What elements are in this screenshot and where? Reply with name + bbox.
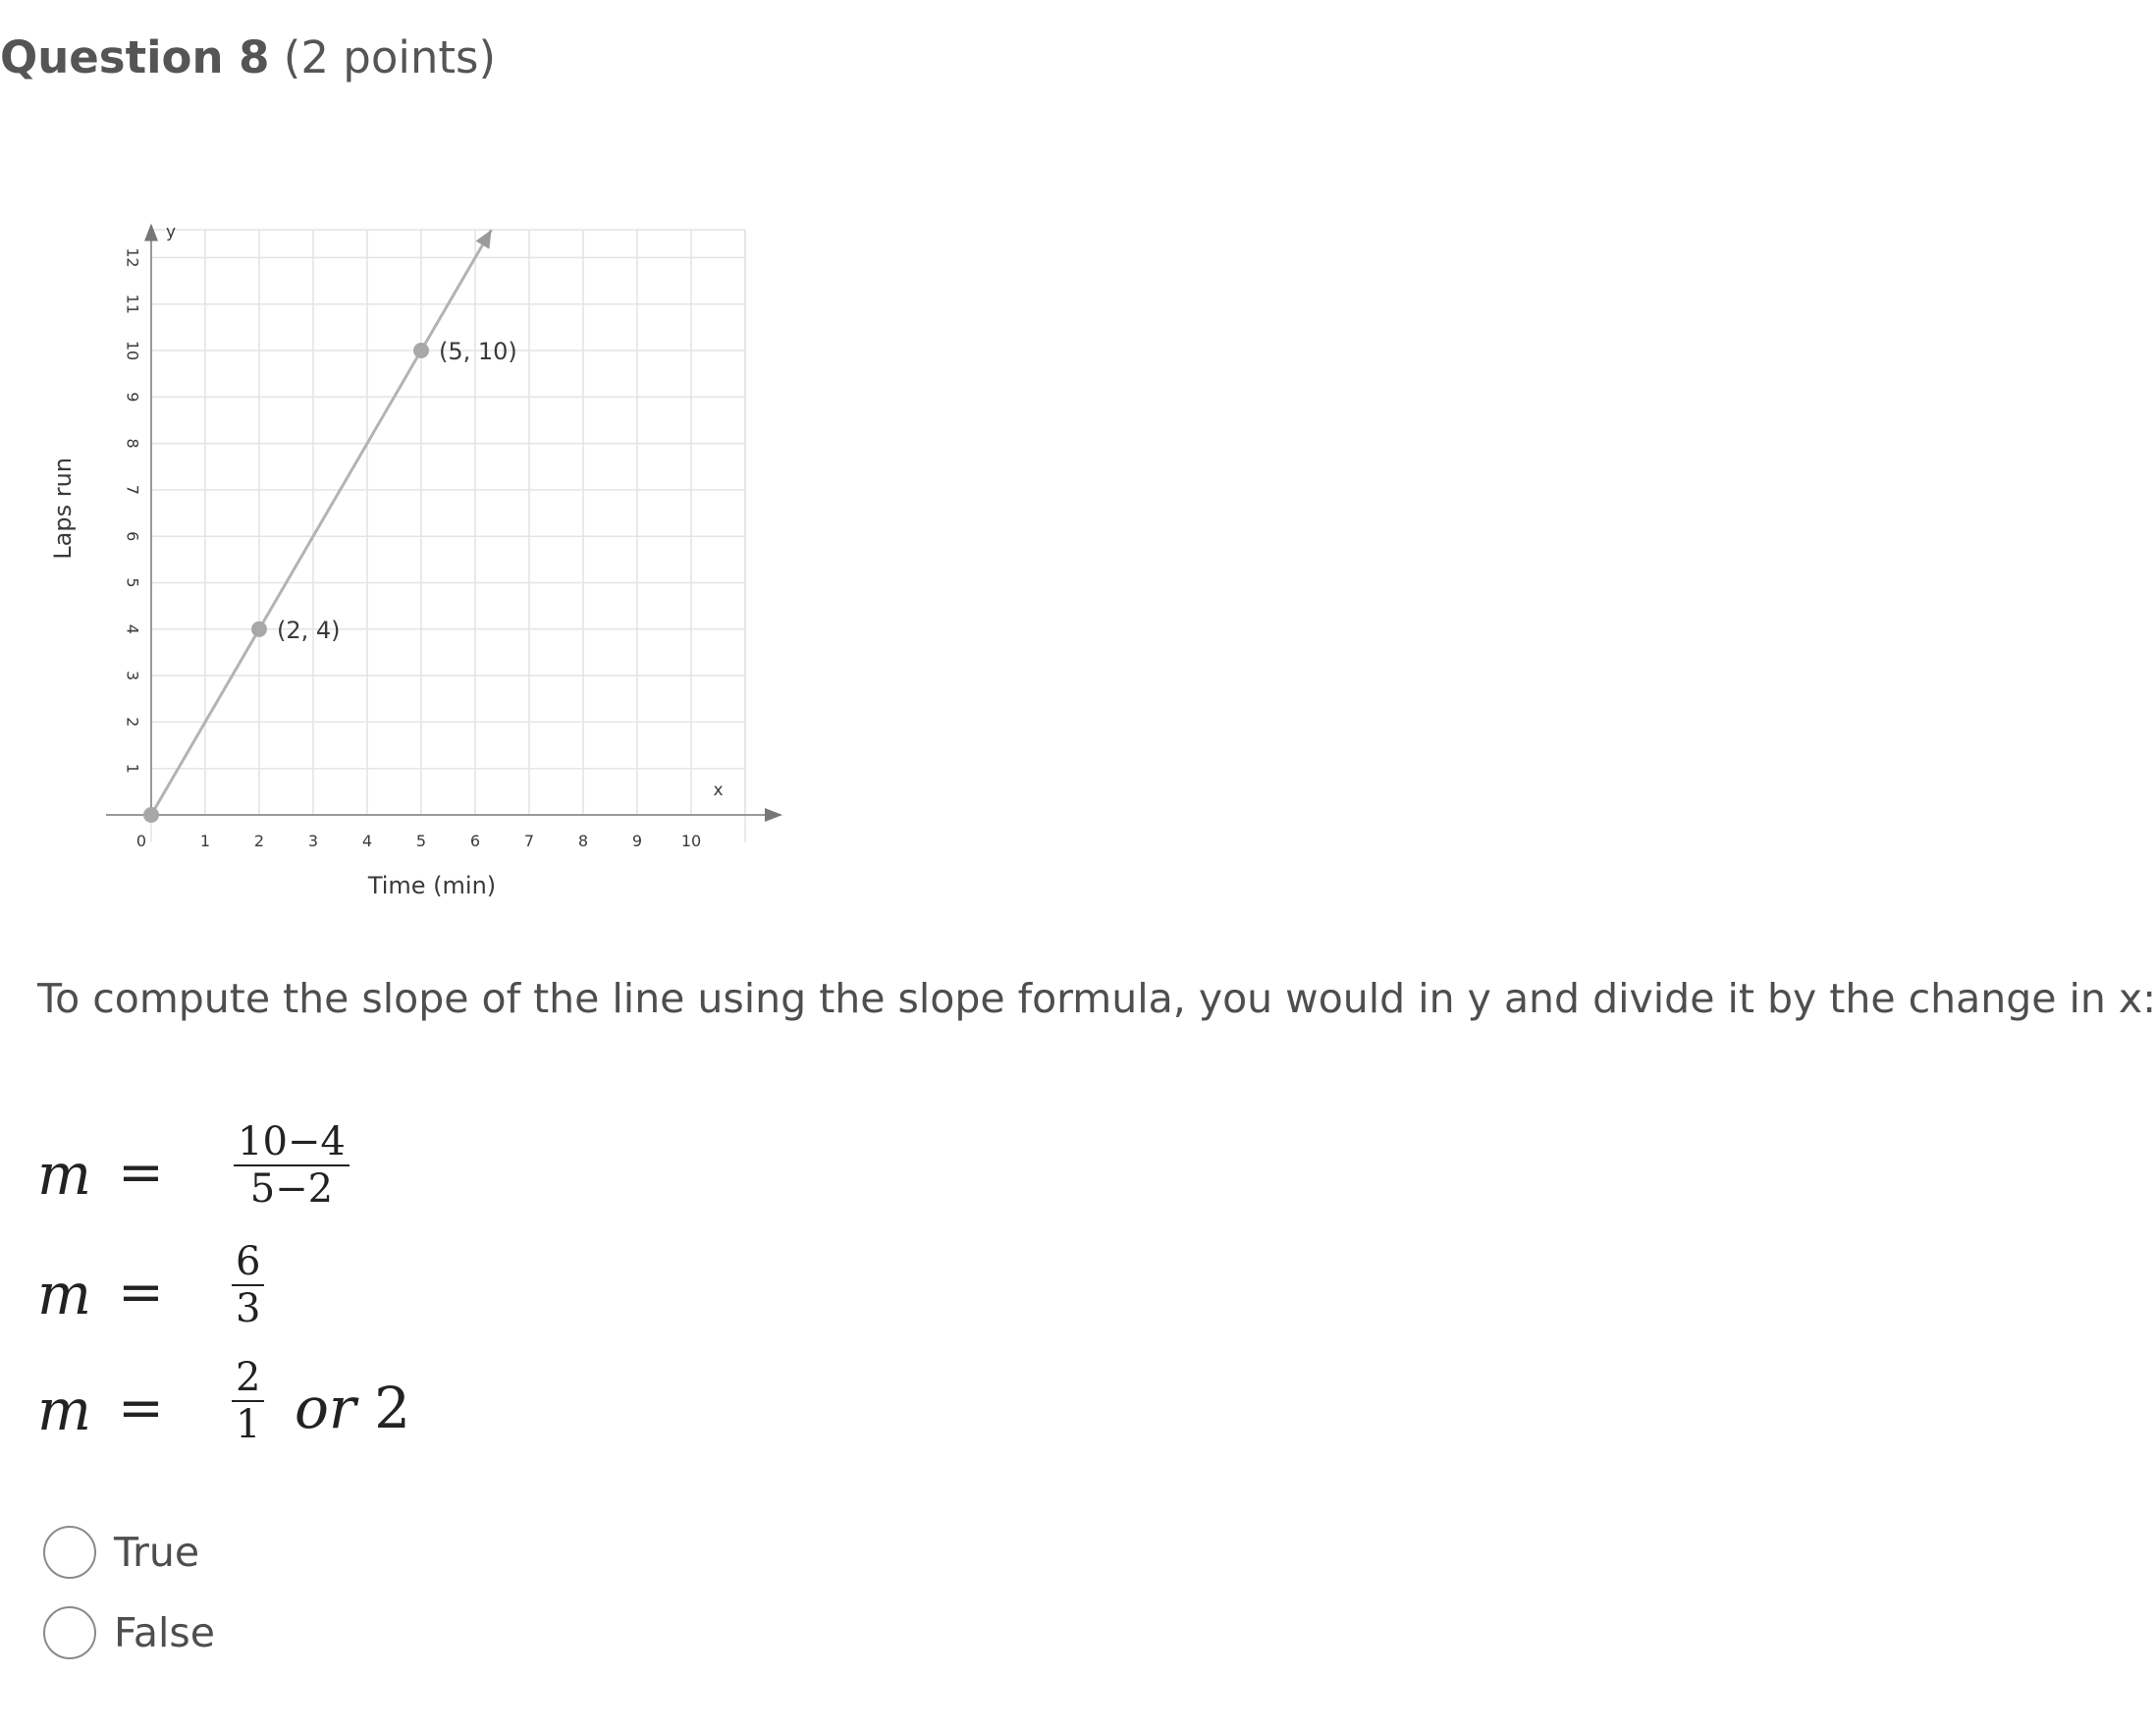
fraction-2 xyxy=(232,1239,264,1331)
y-tick-label-10: 10 xyxy=(123,340,142,361)
x-tick-label-4: 4 xyxy=(361,832,373,850)
y-axis-name: y xyxy=(165,222,177,243)
y-tick-label-7: 7 xyxy=(123,484,142,495)
x-tick-label-3: 3 xyxy=(307,832,319,850)
question-prompt: To compute the slope of the line using the slope formula, you would in y and divide it by the change in x: xyxy=(37,975,2156,1022)
x-tick-label-8: 8 xyxy=(577,832,589,850)
y-tick-label-11: 11 xyxy=(123,294,142,314)
equals-sign: = xyxy=(118,1377,164,1440)
slope-value: 2 xyxy=(374,1375,410,1441)
slope-variable: m xyxy=(37,1377,91,1443)
fraction-1 xyxy=(234,1119,350,1212)
series-line-0 xyxy=(151,230,492,815)
x-axis-arrow-icon xyxy=(765,808,782,822)
slope-variable: m xyxy=(37,1141,91,1208)
equals-sign: = xyxy=(118,1141,164,1205)
x-axis-label: Time (min) xyxy=(367,872,497,899)
x-tick-label-7: 7 xyxy=(523,832,535,850)
slope-equation-1 xyxy=(37,1119,430,1227)
y-tick-label-3: 3 xyxy=(123,671,142,681)
y-tick-label-9: 9 xyxy=(123,392,142,403)
y-tick-label-5: 5 xyxy=(123,577,142,588)
x-tick-label-9: 9 xyxy=(631,832,643,850)
slope-variable: m xyxy=(37,1261,91,1327)
option-false-label: False xyxy=(114,1609,215,1656)
slope-equation-3 xyxy=(37,1355,528,1463)
question-header xyxy=(0,31,496,83)
option-true[interactable] xyxy=(43,1512,215,1593)
equals-sign: = xyxy=(118,1261,164,1325)
y-tick-label-8: 8 xyxy=(123,438,142,449)
fraction-2-denominator: 3 xyxy=(236,1286,261,1331)
option-true-label: True xyxy=(114,1529,200,1576)
fraction-1-numerator: 10−4 xyxy=(238,1119,346,1164)
question-title: Question 8 xyxy=(0,31,270,83)
x-tick-label-10: 10 xyxy=(680,832,702,850)
line-chart xyxy=(0,187,766,913)
x-tick-label-0: 0 xyxy=(135,832,147,850)
slope-result xyxy=(295,1375,410,1441)
fraction-3-numerator: 2 xyxy=(236,1355,261,1400)
y-axis-label: Laps run xyxy=(49,457,77,560)
fraction-2-numerator: 6 xyxy=(236,1239,261,1284)
slope-equation-2 xyxy=(37,1239,430,1347)
y-tick-label-6: 6 xyxy=(123,531,142,542)
x-tick-label-2: 2 xyxy=(253,832,265,850)
data-point-label-2: (5, 10) xyxy=(439,338,517,365)
x-tick-label-5: 5 xyxy=(415,832,427,850)
data-point-1 xyxy=(251,622,267,637)
y-tick-label-1: 1 xyxy=(123,763,142,774)
x-tick-label-6: 6 xyxy=(469,832,481,850)
option-false[interactable] xyxy=(43,1593,215,1673)
fraction-3 xyxy=(232,1355,264,1447)
y-tick-label-4: 4 xyxy=(123,623,142,634)
or-word: or xyxy=(295,1375,356,1441)
y-tick-label-12: 12 xyxy=(123,247,142,268)
data-point-label-1: (2, 4) xyxy=(277,616,341,644)
fraction-3-denominator: 1 xyxy=(236,1402,261,1447)
data-point-2 xyxy=(413,343,429,358)
x-axis-name: x xyxy=(713,781,724,800)
data-point-0 xyxy=(143,807,159,823)
y-axis-arrow-icon xyxy=(144,223,158,241)
radio-false[interactable] xyxy=(43,1606,96,1659)
radio-true[interactable] xyxy=(43,1526,96,1579)
question-points: (2 points) xyxy=(283,31,497,83)
answer-options xyxy=(43,1512,215,1673)
fraction-1-denominator: 5−2 xyxy=(249,1166,334,1212)
y-tick-label-2: 2 xyxy=(123,717,142,728)
x-tick-label-1: 1 xyxy=(199,832,211,850)
